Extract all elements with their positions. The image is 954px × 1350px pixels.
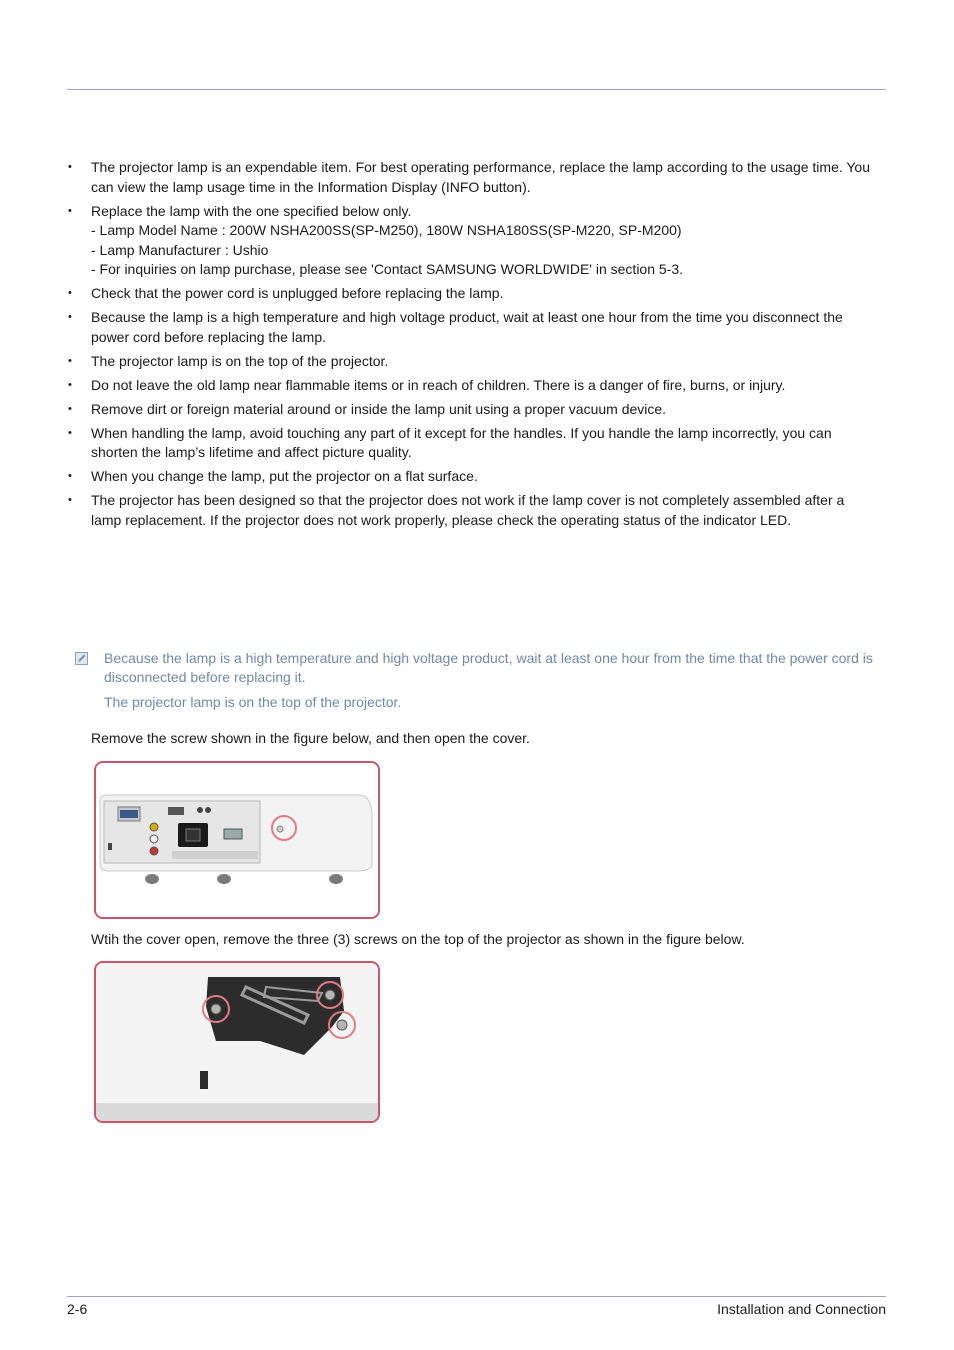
caution-text: The projector lamp is an expendable item. For best operating performance, replace the lamp according to the usage time. You can view the lamp usage time in the Information Display (INFO button). bbox=[91, 159, 871, 195]
caution-text: When handling the lamp, avoid touching any part of it except for the handles. If you handle the lamp incorrectly, you can shorten the lamp’s lifetime and affect picture quality. bbox=[91, 424, 832, 460]
figure-lamp-screws bbox=[94, 961, 380, 1123]
caution-item: • When handling the lamp, avoid touching any part of it except for the handles. If you handle the lamp incorrectly, you can shorten the lamp’s lifetime and affect picture quality. bbox=[67, 424, 877, 463]
caution-item: • When you change the lamp, put the projector on a flat surface. bbox=[67, 467, 877, 487]
figure-rear-panel-screw bbox=[94, 761, 380, 919]
page-number: 2-6 bbox=[67, 1301, 88, 1317]
caution-text: Because the lamp is a high temperature and high voltage product, wait at least one hour from the time you disconnect the power cord before replacing the lamp. bbox=[91, 309, 843, 345]
caution-item: • Because the lamp is a high temperature and high voltage product, wait at least one hour from the time you disconnect the power cord before replacing the lamp. bbox=[67, 308, 877, 347]
note-pencil-icon bbox=[75, 652, 88, 665]
lamp-model-name: - Lamp Model Name : 200W NSHA200SS(SP-M250), 180W NSHA180SS(SP-M220, SP-M200) bbox=[91, 222, 682, 238]
caution-item: • Replace the lamp with the one specified below only. - Lamp Model Name : 200W NSHA200SS(SP-M250), 180W NSHA180SS(SP-M220, SP-M200) - Lamp Manufacturer : Ushio - For inquiries on lamp purchase, please see 'Contact SAMSUNG WORLDWIDE' in section 5-3. bbox=[67, 202, 877, 280]
projector-top-lamp-illustration bbox=[96, 963, 378, 1121]
caution-text: Do not leave the old lamp near flammable items or in reach of children. There is a danger of fire, burns, or injury. bbox=[91, 376, 786, 393]
step-1-instruction: Remove the screw shown in the figure below, and then open the cover. bbox=[91, 730, 530, 746]
caution-item: • Remove dirt or foreign material around or inside the lamp unit using a proper vacuum device. bbox=[67, 400, 877, 420]
note-text: Because the lamp is a high temperature and high voltage product, wait at least one hour from the time that the power cord is disconnected before replacing it. bbox=[104, 650, 873, 685]
caution-text: The projector lamp is on the top of the projector. bbox=[91, 352, 389, 369]
projector-rear-panel-illustration bbox=[96, 763, 378, 917]
caution-item: • The projector lamp is an expendable item. For best operating performance, replace the lamp according to the usage time. You can view the lamp usage time in the Information Display (INFO button). bbox=[67, 158, 877, 197]
caution-text: When you change the lamp, put the projector on a flat surface. bbox=[91, 468, 478, 484]
caution-text: The projector has been designed so that the projector does not work if the lamp cover is not completely assembled after a lamp replacement. If the projector does not work properly, please check the operating status of the indicator LED. bbox=[91, 492, 845, 528]
caution-item: • The projector has been designed so that the projector does not work if the lamp cover is not completely assembled after a lamp replacement. If the projector does not work properly, please check the operating status of the indicator LED. bbox=[67, 491, 877, 530]
footer-rule bbox=[67, 1296, 886, 1297]
lamp-purchase-info: - For inquiries on lamp purchase, please see 'Contact SAMSUNG WORLDWIDE' in section 5-3. bbox=[91, 261, 684, 277]
caution-text: Remove dirt or foreign material around or inside the lamp unit using a proper vacuum device. bbox=[91, 400, 667, 417]
note-box bbox=[75, 649, 885, 718]
caution-list bbox=[67, 158, 877, 535]
caution-text: Replace the lamp with the one specified below only. bbox=[91, 202, 412, 219]
header-rule bbox=[67, 89, 886, 90]
note-text: The projector lamp is on the top of the projector. bbox=[104, 694, 402, 710]
step-2-instruction: Wtih the cover open, remove the three (3) screws on the top of the projector as shown in the figure below. bbox=[91, 931, 745, 947]
caution-item: • The projector lamp is on the top of the projector. bbox=[67, 352, 877, 372]
caution-item: • Do not leave the old lamp near flammable items or in reach of children. There is a danger of fire, burns, or injury. bbox=[67, 376, 877, 396]
section-title: Installation and Connection bbox=[717, 1301, 886, 1317]
caution-item: • Check that the power cord is unplugged before replacing the lamp. bbox=[67, 284, 877, 304]
lamp-manufacturer: - Lamp Manufacturer : Ushio bbox=[91, 241, 269, 258]
caution-text: Check that the power cord is unplugged before replacing the lamp. bbox=[91, 285, 504, 301]
